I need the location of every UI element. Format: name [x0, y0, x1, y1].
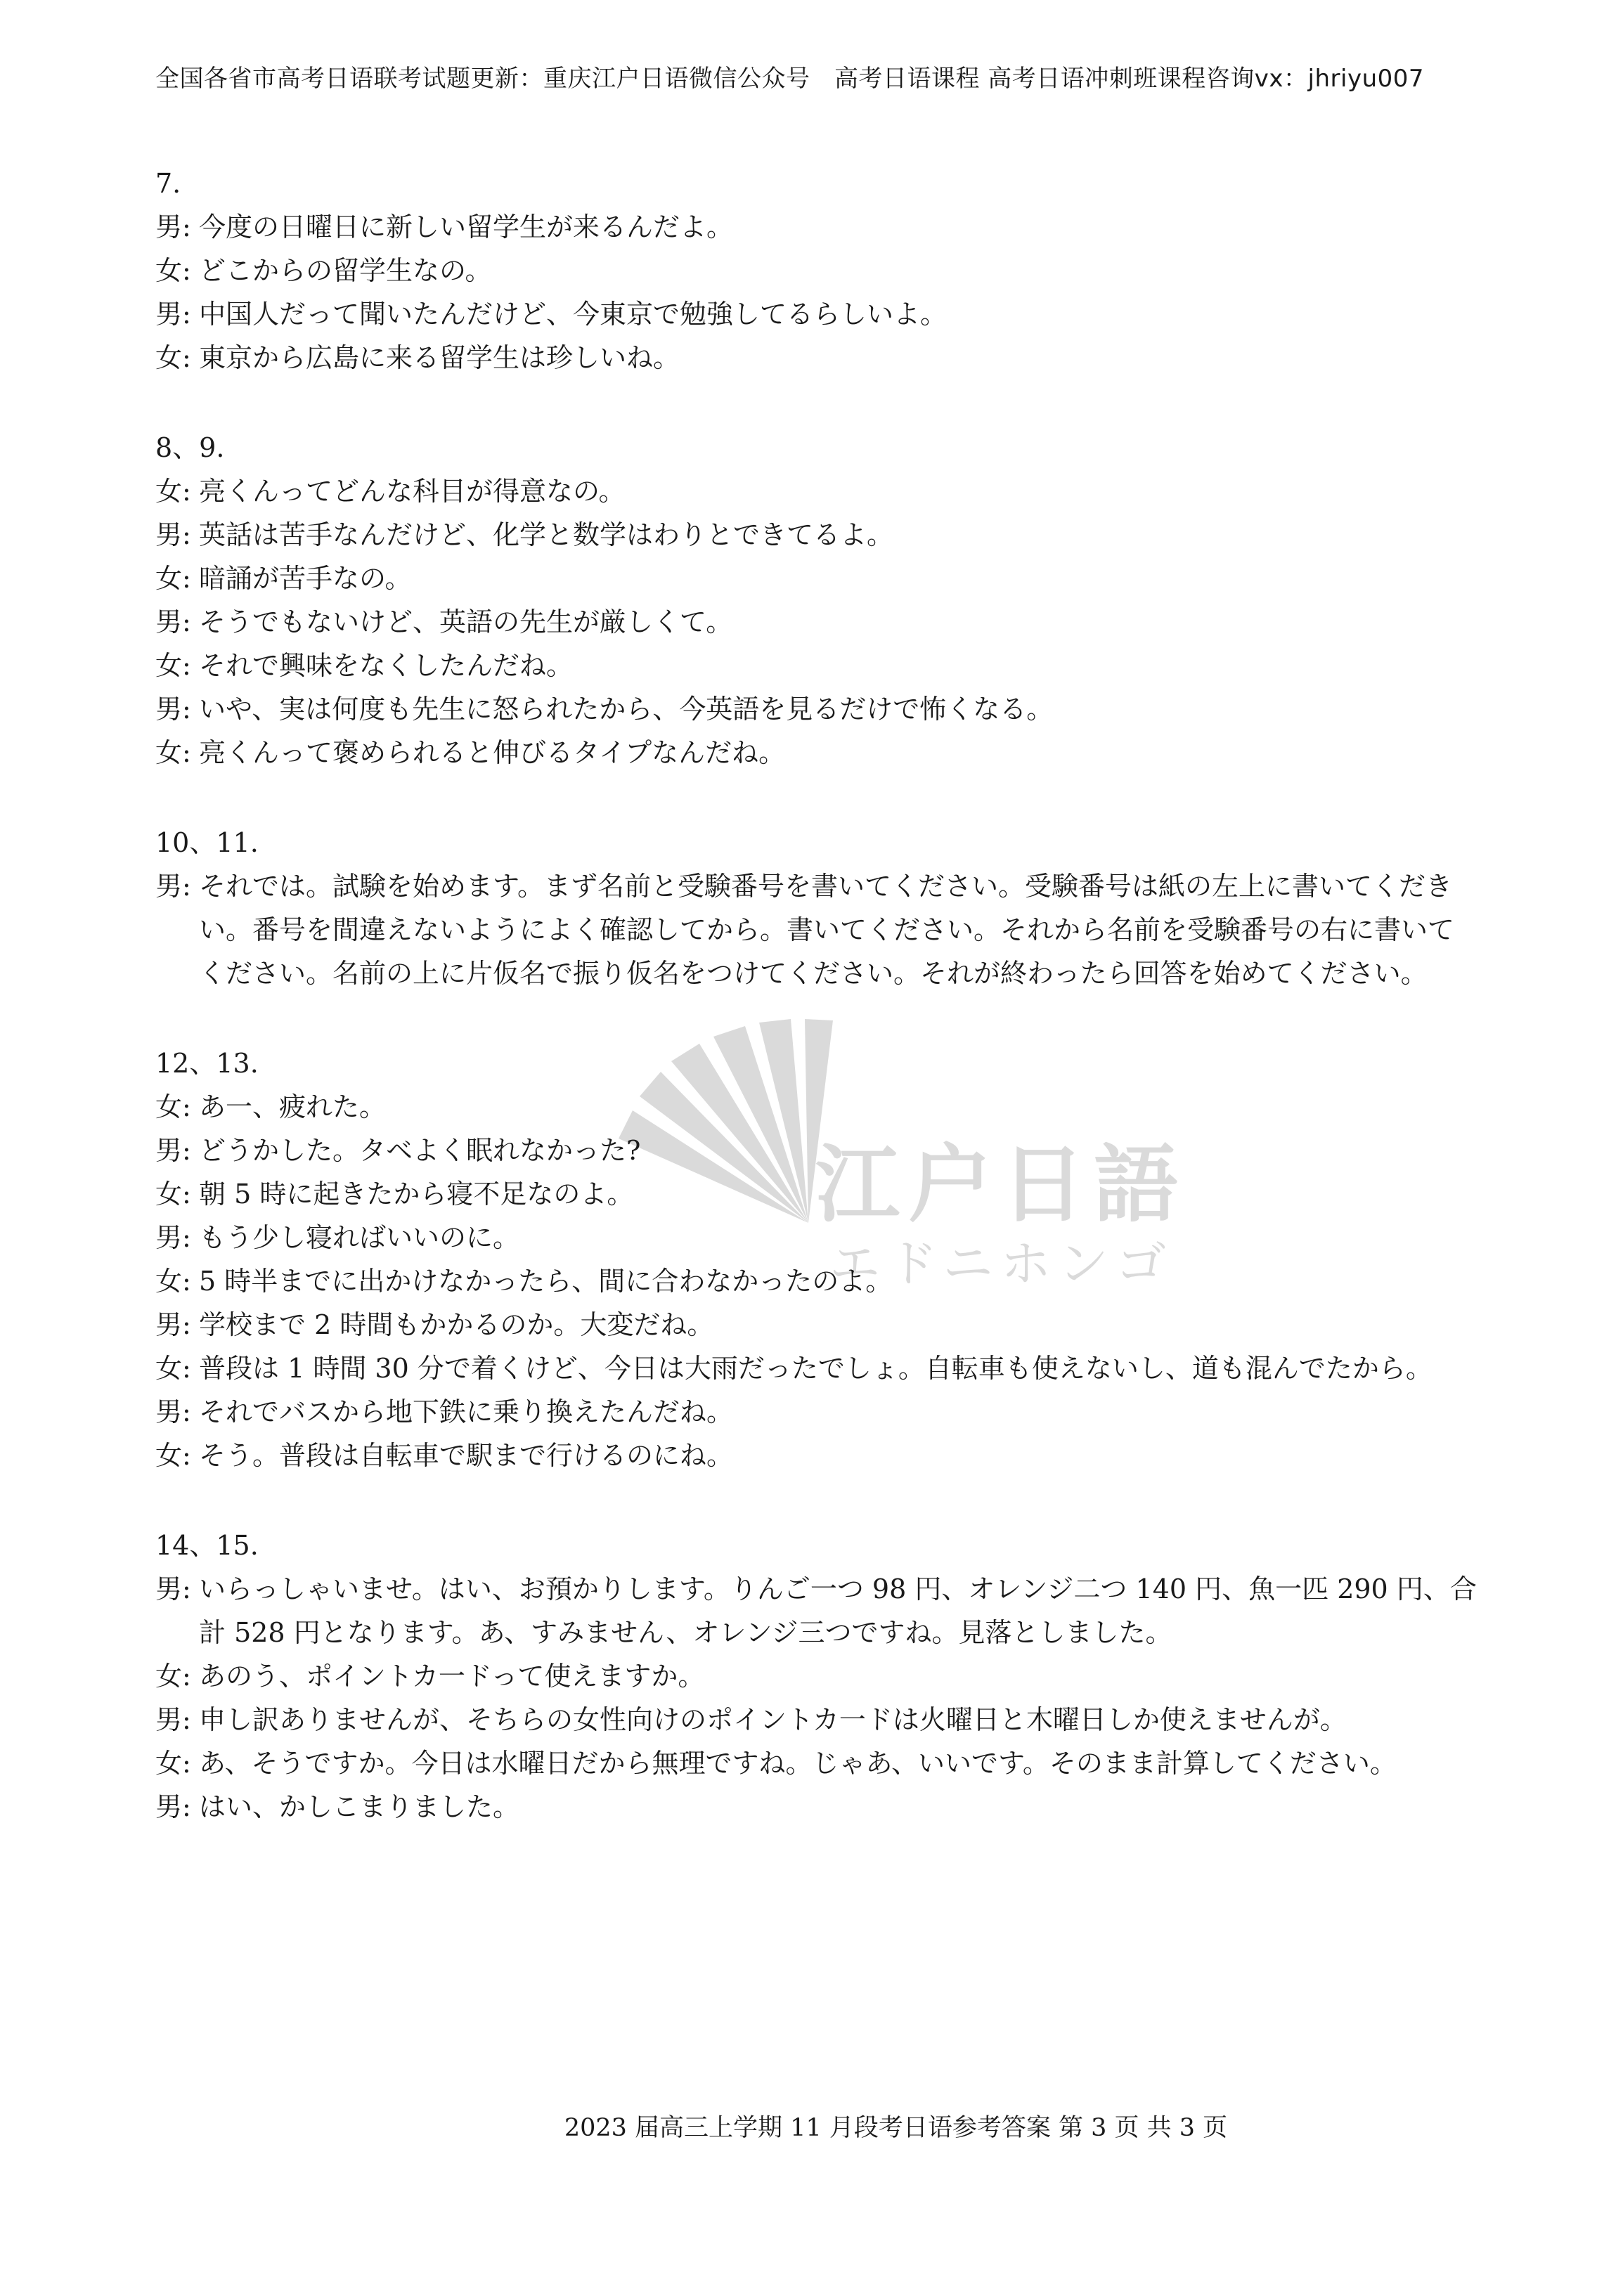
dialogue-line: [155, 1303, 1477, 1347]
dialogue-text: あのう、ポイントカ一ドって使えますか。: [199, 1661, 705, 1692]
speaker-label: 男:: [155, 212, 191, 242]
speaker-label: 男:: [155, 871, 191, 902]
dialogue-line: [155, 1129, 1477, 1172]
dialogue-text: 普段は 1 時間 30 分で着くけど、今日は大雨だったでしょ。自転車も使えないし、道も混んでたから。: [199, 1353, 1433, 1384]
dialogue-line: [155, 1259, 1477, 1303]
dialogue-text: もう少し寝ればいいのに。: [199, 1222, 520, 1253]
dialogue-line: [155, 1216, 1477, 1259]
dialogue-text: 今度の日曜日に新しい留学生が来るんだよ。: [199, 212, 734, 242]
section-number: 14、15.: [155, 1530, 259, 1561]
speaker-label: 女:: [155, 1179, 191, 1209]
watermark-text: 江户日語: [815, 1136, 1186, 1234]
speaker-label: 男:: [155, 1574, 191, 1604]
dialogue-text: いや、実は何度も先生に怒られたから、今英語を見るだけで怖くなる。: [199, 694, 1054, 725]
dialogue-text: 亮くんって褒められると伸びるタイプなんだね。: [199, 737, 786, 768]
section-number: 10、11.: [155, 827, 259, 858]
dialogue-line: [155, 1390, 1477, 1434]
dialogue-line: [155, 336, 1477, 380]
dialogue-text: 東京から広島に来る留学生は珍しいね。: [199, 342, 680, 373]
speaker-label: 男:: [155, 607, 191, 637]
dialogue-text: 中国人だって聞いたんだけど、今東京で勉強してるらしいよ。: [199, 299, 948, 330]
dialogue-line: [155, 644, 1477, 687]
speaker-label: 女:: [155, 737, 191, 768]
speaker-label: 男:: [155, 1791, 191, 1822]
dialogue-text: 朝 5 時に起きたから寝不足なのよ。: [199, 1179, 634, 1209]
dialogue-line: [155, 1654, 1477, 1698]
dialogue-line: [155, 687, 1477, 731]
speaker-label: 女:: [155, 342, 191, 373]
speaker-label: 女:: [155, 1748, 191, 1779]
dialogue-section: [155, 426, 1477, 774]
dialogue-line: [155, 205, 1477, 249]
speaker-label: 男:: [155, 519, 191, 550]
speaker-label: 男:: [155, 1309, 191, 1340]
dialogue-line: [155, 249, 1477, 292]
dialogue-text: 暗誦が苦手なの。: [199, 563, 412, 594]
dialogue-line: [155, 557, 1477, 600]
dialogue-line: [155, 1698, 1477, 1742]
dialogue-line: [155, 469, 1477, 513]
speaker-label: 男:: [155, 1396, 191, 1427]
dialogue-line: [155, 1347, 1477, 1390]
dialogue-line: [155, 1567, 1477, 1654]
dialogue-section: [155, 1042, 1477, 1477]
section-number: 7.: [155, 168, 181, 199]
dialogue-text: あ一、疲れた。: [199, 1091, 387, 1122]
dialogue-text: 5 時半までに出かけなかったら、間に合わなかったのよ。: [199, 1266, 893, 1297]
speaker-label: 女:: [155, 476, 191, 507]
speaker-label: 男:: [155, 1222, 191, 1253]
speaker-label: 男:: [155, 694, 191, 725]
dialogue-text: 申し訳ありませんが、そちらの女性向けのポイントカ一ドは火曜日と木曜日しか使えませんが。: [199, 1704, 1347, 1735]
speaker-label: 男:: [155, 1704, 191, 1735]
speaker-label: 女:: [155, 1266, 191, 1297]
dialogue-line: [155, 292, 1477, 336]
dialogue-section: [155, 1524, 1477, 1829]
dialogue-line: [155, 731, 1477, 774]
section-number: 12、13.: [155, 1048, 259, 1079]
dialogue-text: どこからの留学生なの。: [199, 255, 492, 286]
dialogue-text: それでバスから地下鉄に乗り換えたんだね。: [199, 1396, 734, 1427]
dialogue-content: [155, 162, 1477, 1875]
dialogue-text: いらっしゃいませ。はい、お預かりします。りんご一つ 98 円、オレンジ二つ 140 円、魚一匹 290 円、合計 528 円となります。あ、すみません、オレンジ三つですね。見落としました。: [199, 1574, 1477, 1648]
dialogue-text: あ、そうですか。今日は水曜日だから無理ですね。じゃあ、いいです。そのまま計算してください。: [199, 1748, 1397, 1779]
speaker-label: 女:: [155, 563, 191, 594]
speaker-label: 女:: [155, 1440, 191, 1471]
dialogue-line: [155, 1742, 1477, 1785]
dialogue-text: はい、かしこまりました。: [199, 1791, 520, 1822]
dialogue-line: [155, 1785, 1477, 1829]
speaker-label: 女:: [155, 1353, 191, 1384]
dialogue-text: それでは。試験を始めます。まず名前と受験番号を書いてください。受験番号は紙の左上に書いてくだきい。番号を間違えないようによく確認してから。書いてください。それから名前を受験番号の右に書いてください。名前の上に片仮名で振り仮名をつけてください。それが終わったら回答を始めてください。: [199, 871, 1455, 989]
dialogue-text: 英話は苦手なんだけど、化学と数学はわりとできてるよ。: [199, 519, 894, 550]
page-footer: 2023 届高三上学期 11 月段考日语参考答案 第 3 页 共 3 页: [564, 2114, 1228, 2142]
page-header: 全国各省市高考日语联考试题更新：重庆江户日语微信公众号 高考日语课程 高考日语冲刺班课程咨询vx：jhriyu007: [155, 65, 1425, 93]
dialogue-line: [155, 864, 1477, 995]
dialogue-text: どうかした。タベよく眠れなかった?: [199, 1135, 641, 1166]
speaker-label: 女:: [155, 255, 191, 286]
dialogue-line: [155, 1434, 1477, 1477]
dialogue-text: そうでもないけど、英語の先生が厳しくて。: [199, 607, 733, 637]
speaker-label: 男:: [155, 1135, 191, 1166]
dialogue-text: そう。普段は自転車で駅まで行けるのにね。: [199, 1440, 734, 1471]
dialogue-line: [155, 1085, 1477, 1129]
dialogue-text: 学校まで 2 時間もかかるのか。大変だね。: [199, 1309, 714, 1340]
dialogue-section: [155, 162, 1477, 380]
dialogue-line: [155, 1172, 1477, 1216]
watermark-subtext: エドニホンゴ: [829, 1234, 1174, 1293]
dialogue-text: それで興味をなくしたんだね。: [199, 650, 574, 681]
dialogue-section: [155, 821, 1477, 995]
speaker-label: 女:: [155, 650, 191, 681]
dialogue-line: [155, 513, 1477, 557]
speaker-label: 女:: [155, 1661, 191, 1692]
section-number: 8、9.: [155, 432, 225, 463]
dialogue-text: 亮くんってどんな科目が得意なの。: [199, 476, 626, 507]
speaker-label: 女:: [155, 1091, 191, 1122]
dialogue-line: [155, 600, 1477, 644]
speaker-label: 男:: [155, 299, 191, 330]
